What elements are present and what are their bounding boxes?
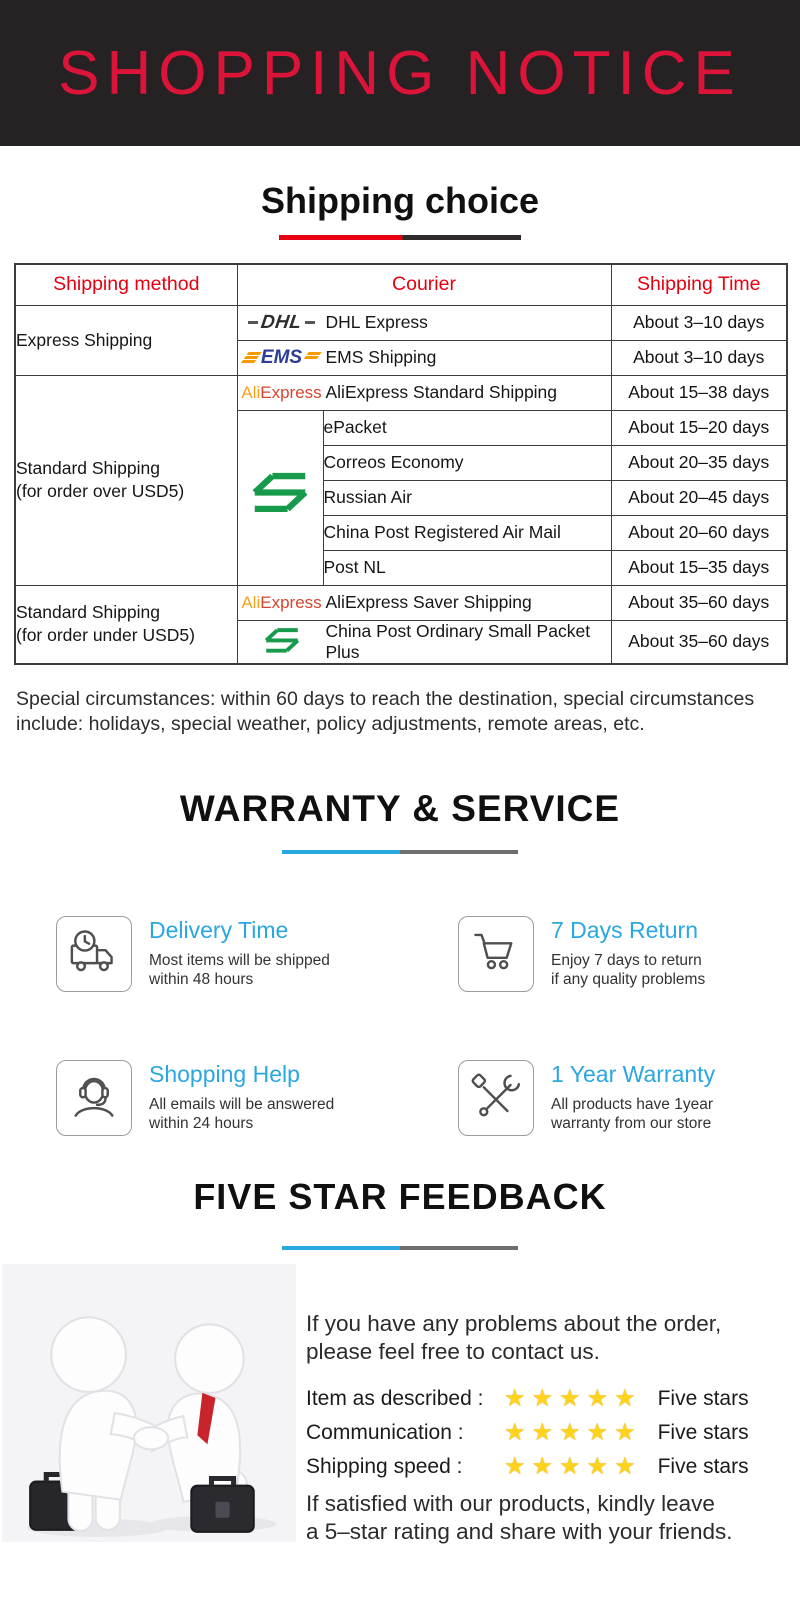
shipping-time: About 35–60 days xyxy=(611,585,787,620)
shipping-table xyxy=(14,263,788,665)
service-1-year-warranty: 1 Year Warranty All products have 1year warranty from our store xyxy=(458,1060,800,1136)
courier-name: ePacket xyxy=(323,410,611,445)
method-express: Express Shipping xyxy=(15,305,237,375)
headset-icon xyxy=(56,1060,132,1136)
dhl-logo: DHL xyxy=(238,312,326,334)
shipping-time: About 35–60 days xyxy=(611,620,787,664)
rating-row-item-as-described: Item as described : ★★★★★ Five stars xyxy=(306,1385,749,1413)
truck-clock-icon xyxy=(56,916,132,992)
shipping-time: About 15–35 days xyxy=(611,550,787,585)
five-star-icons: ★★★★★ xyxy=(504,1453,642,1481)
table-header-row xyxy=(15,264,787,305)
service-title: Delivery Time xyxy=(149,916,289,943)
shipping-choice-heading: Shipping choice xyxy=(260,180,539,221)
feedback-section xyxy=(0,1264,800,1546)
col-header-shipping-method: Shipping method xyxy=(15,264,237,305)
five-star-feedback-heading: FIVE STAR FEEDBACK xyxy=(193,1175,607,1217)
rating-row-communication: Communication : ★★★★★ Five stars xyxy=(306,1419,749,1447)
courier-name: AliExpress Saver Shipping xyxy=(325,592,532,612)
service-delivery-time: Delivery Time Most items will be shipped within 48 hours xyxy=(56,916,458,992)
aliexpress-logo: Ali Express xyxy=(241,382,322,402)
courier-name: Correos Economy xyxy=(323,445,611,480)
rating-row-shipping-speed: Shipping speed : ★★★★★ Five stars xyxy=(306,1453,749,1481)
shipping-time: About 3–10 days xyxy=(611,340,787,375)
five-star-icons: ★★★★★ xyxy=(504,1385,642,1413)
col-header-shipping-time: Shipping Time xyxy=(611,264,787,305)
method-standard-under: Standard Shipping (for order under USD5) xyxy=(15,585,237,664)
service-title: Shopping Help xyxy=(149,1060,300,1087)
courier-name: AliExpress Standard Shipping xyxy=(325,382,558,402)
feedback-intro: If you have any problems about the order, please feel free to contact us. xyxy=(306,1310,722,1364)
shipping-time: About 3–10 days xyxy=(611,305,787,340)
tools-icon xyxy=(458,1060,534,1136)
feedback-heading-underline xyxy=(282,1246,518,1250)
shipping-time: About 15–20 days xyxy=(611,410,787,445)
china-post-logo xyxy=(237,410,323,585)
service-title: 7 Days Return xyxy=(551,916,699,943)
table-row xyxy=(15,375,787,410)
courier-name: Russian Air xyxy=(323,480,611,515)
warranty-service-heading: WARRANTY & SERVICE xyxy=(179,787,621,829)
service-shopping-help: Shopping Help All emails will be answered within 24 hours xyxy=(56,1060,458,1136)
warranty-heading-underline xyxy=(282,850,518,854)
china-post-logo xyxy=(238,627,326,657)
shipping-time: About 15–38 days xyxy=(611,375,787,410)
courier-name: China Post Registered Air Mail xyxy=(323,515,611,550)
courier-name: EMS Shipping xyxy=(325,347,437,367)
shipping-time: About 20–45 days xyxy=(611,480,787,515)
shipping-heading-underline xyxy=(279,235,521,240)
courier-name: Post NL xyxy=(323,550,611,585)
banner-title: SHOPPING NOTICE xyxy=(58,38,742,108)
feedback-outro: If satisfied with our products, kindly leave a 5–star rating and share with your friends. xyxy=(306,1490,733,1544)
banner xyxy=(0,0,800,146)
table-row xyxy=(15,305,787,340)
cart-icon xyxy=(458,916,534,992)
shipping-time: About 20–60 days xyxy=(611,515,787,550)
col-header-courier: Courier xyxy=(237,264,611,305)
aliexpress-logo: Ali Express xyxy=(241,592,322,612)
service-7-days-return: 7 Days Return Enjoy 7 days to return if any quality problems xyxy=(458,916,800,992)
courier-name: DHL Express xyxy=(325,312,428,332)
courier-name: China Post Ordinary Small Packet Plus xyxy=(325,620,591,662)
shipping-time: About 20–35 days xyxy=(611,445,787,480)
method-standard-over: Standard Shipping (for order over USD5) xyxy=(15,375,237,585)
ratings xyxy=(306,1382,800,1484)
handshake-illustration xyxy=(0,1264,298,1542)
special-circumstances-note: Special circumstances: within 60 days to reach the destination, special circumstances include: holidays, special weather, policy adjustments, remote areas, etc. xyxy=(16,687,755,736)
table-row xyxy=(15,585,787,620)
ems-logo: EMS xyxy=(238,347,326,369)
feedback-text xyxy=(298,1264,800,1546)
five-star-icons: ★★★★★ xyxy=(504,1419,642,1447)
service-grid xyxy=(0,916,800,1136)
service-title: 1 Year Warranty xyxy=(551,1060,716,1087)
